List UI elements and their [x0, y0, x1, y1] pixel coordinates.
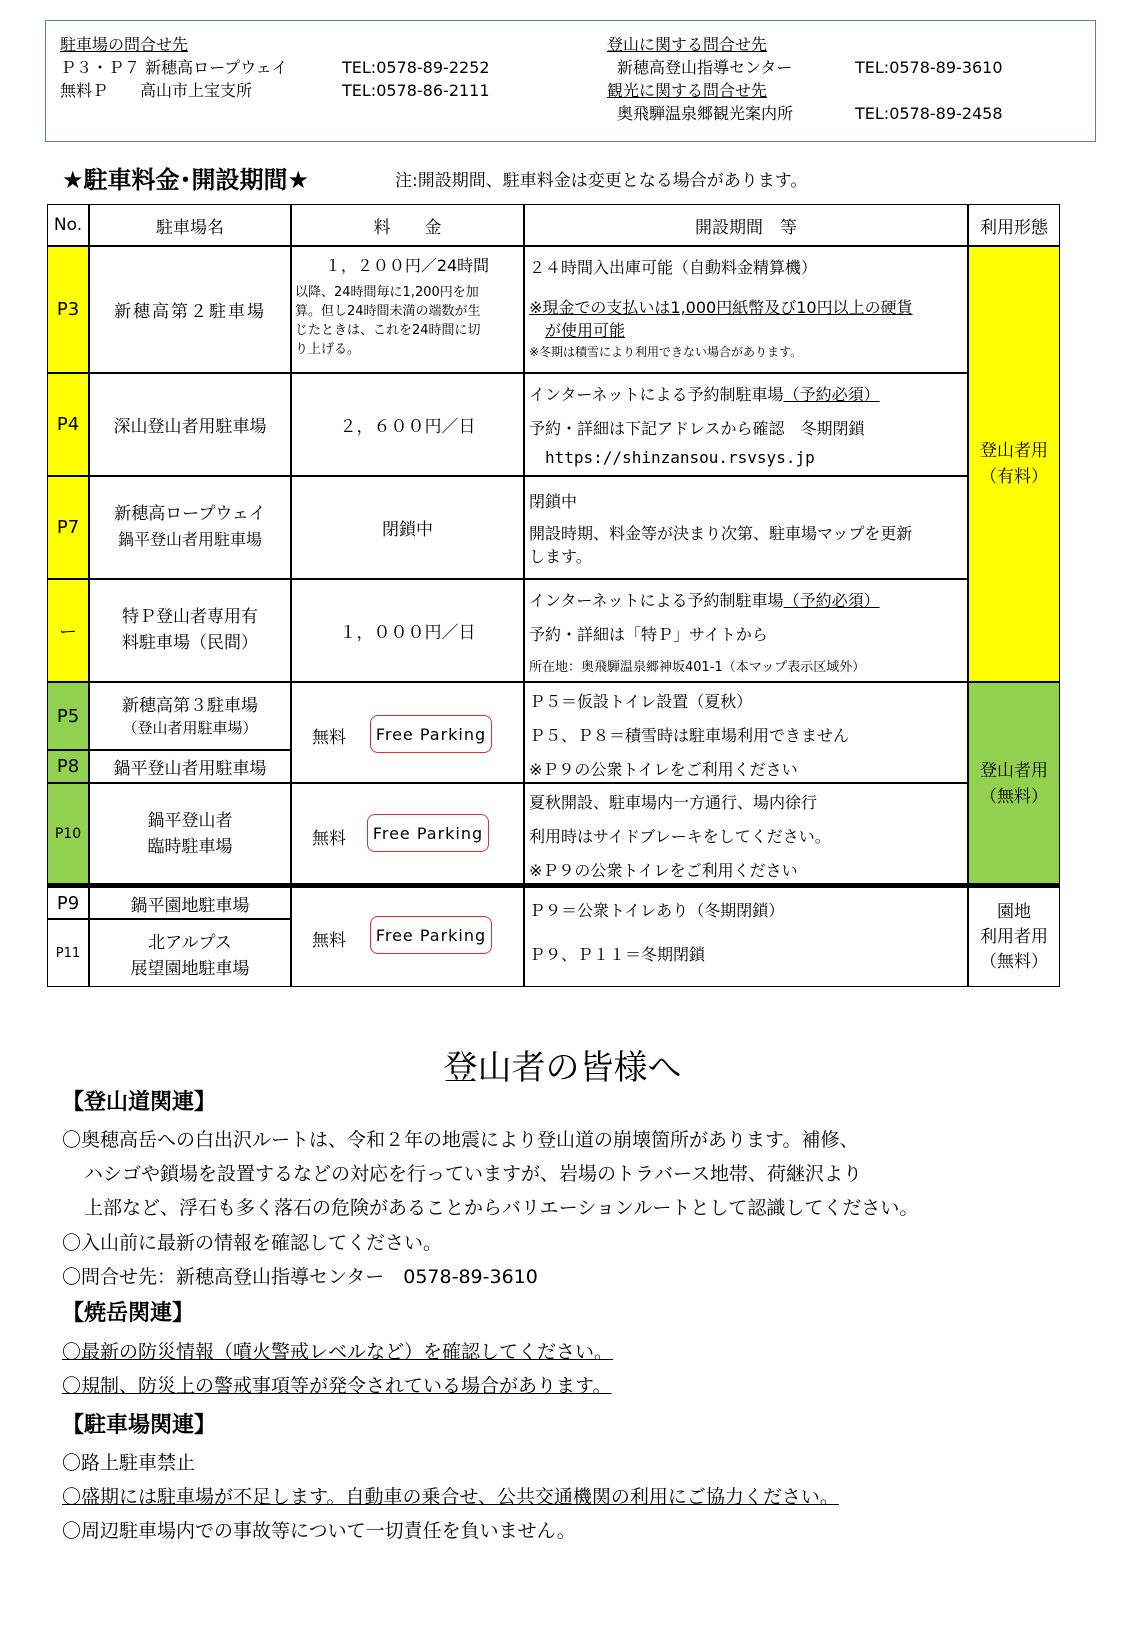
- row-no-p7: P7: [47, 476, 89, 579]
- name-line: 新穂高第３駐車場: [122, 696, 258, 716]
- period-line: Ｐ９＝公衆トイレあり（冬期閉鎖）: [529, 901, 785, 920]
- row-period-p7: [524, 476, 968, 579]
- usage-line: 園地: [997, 901, 1031, 922]
- period-line: 予約・詳細は「特Ｐ」サイトから: [529, 625, 768, 644]
- reservation-required: （予約必須）: [783, 385, 880, 404]
- period-line: 予約・詳細は下記アドレスから確認 冬期閉鎖: [529, 419, 865, 438]
- period-line: [529, 382, 880, 405]
- section-note: 注:開設期間、駐車料金は変更となる場合があります。: [395, 171, 808, 191]
- usage-line: 登山者用: [980, 441, 1048, 461]
- row-name-p4: 深山登山者用駐車場: [89, 373, 291, 476]
- row-fee-tokup: １，０００円／日: [291, 579, 524, 682]
- row-no-p5: P5: [47, 682, 89, 750]
- period-line: が使用可能: [545, 321, 626, 340]
- climb-contact-row: [607, 56, 1003, 79]
- period-line: ※現金での支払いは1,000円紙幣及び10円以上の硬貨: [529, 298, 913, 317]
- name-line: 北アルプス: [148, 933, 232, 953]
- parking-contact-row: [60, 56, 490, 79]
- fee-free: 無料: [312, 829, 346, 849]
- usage-line: （無料）: [980, 951, 1048, 972]
- parking-contact-row: [60, 79, 490, 102]
- trail-heading: 【登山道関連】: [62, 1090, 217, 1115]
- name-line: 臨時駐車場: [147, 837, 233, 857]
- usage-paid: [968, 246, 1060, 682]
- usage-line: 利用者用: [980, 926, 1048, 947]
- trail-line: 〇入山前に最新の情報を確認してください。: [62, 1232, 443, 1254]
- parking-line: 〇路上駐車禁止: [62, 1452, 196, 1474]
- fee-free: 無料: [312, 931, 346, 951]
- row-name-p5: [89, 682, 291, 750]
- row-period-p10: [524, 783, 968, 885]
- row-name-tokup: [89, 579, 291, 682]
- period-text: インターネットによる予約制駐車場: [529, 385, 784, 404]
- row-no-p3: P3: [47, 246, 89, 373]
- parking-contact-heading: 駐車場の問合せ先: [60, 35, 189, 54]
- parking-line: 〇周辺駐車場内での事故等について一切責任を負いません。: [62, 1520, 576, 1542]
- usage-line: 登山者用: [980, 760, 1048, 781]
- row-no-p10: P10: [47, 783, 89, 885]
- name-line: 鍋平登山者: [147, 811, 233, 831]
- period-line: します。: [529, 547, 592, 566]
- row-fee-p3: [291, 246, 524, 373]
- contact-label: 無料Ｐ 高山市上宝支所: [60, 81, 253, 100]
- row-name-p8: 鍋平登山者用駐車場: [89, 750, 291, 783]
- tourism-contact-row: [607, 102, 1003, 125]
- fee-free: 無料: [312, 728, 346, 748]
- row-no-p11: P11: [47, 919, 89, 987]
- header-usage: 利用形態: [968, 204, 1060, 246]
- reservation-url[interactable]: https://shinzansou.rsvsys.jp: [545, 448, 815, 467]
- header-fee: 料 金: [291, 204, 524, 246]
- fee-note-line: 以降、24時間毎に1,200円を加: [295, 285, 479, 300]
- row-name-p10: [89, 783, 291, 885]
- period-line: [529, 588, 880, 611]
- period-text: インターネットによる予約制駐車場: [529, 591, 784, 610]
- row-fee-p4: ２，６００円／日: [291, 373, 524, 476]
- row-no-p8: P8: [47, 750, 89, 783]
- fee-note-line: り上げる。: [295, 342, 361, 357]
- yake-heading: 【焼岳関連】: [62, 1301, 195, 1326]
- yake-line: 〇規制、防災上の警戒事項等が発令されている場合があります。: [62, 1375, 612, 1397]
- trail-line: 〇問合せ先：新穂高登山指導センター 0578-89-3610: [62, 1266, 538, 1288]
- fee-note-line: じたときは、これを24時間に切: [295, 323, 481, 338]
- contact-tel: TEL:0578-89-3610: [855, 58, 1003, 77]
- free-parking-badge: Free Parking: [370, 916, 492, 954]
- name-line: 料駐車場（民間）: [122, 633, 258, 653]
- trail-line: 上部など、浮石も多く落石の危険があることからバリエーションルートとして認識してください。: [84, 1197, 919, 1219]
- row-no-tokup: ー: [47, 579, 89, 682]
- usage-park: [968, 887, 1060, 987]
- yake-line: 〇最新の防災情報（噴火警戒レベルなど）を確認してください。: [62, 1341, 614, 1363]
- period-line: ２４時間入出庫可能（自動料金精算機）: [529, 258, 818, 277]
- free-parking-badge: Free Parking: [370, 715, 492, 753]
- contact-label: 新穂高登山指導センター: [617, 58, 793, 77]
- row-name-p9: 鍋平園地駐車場: [89, 887, 291, 919]
- contact-tel: TEL:0578-86-2111: [342, 81, 490, 100]
- name-line: 特Ｐ登山者専用有: [122, 607, 258, 627]
- climbers-title: 登山者の皆様へ: [443, 1048, 682, 1088]
- row-period-p9p11: [524, 887, 968, 987]
- period-line: Ｐ５＝仮設トイレ設置（夏秋）: [529, 692, 753, 711]
- header-name: 駐車場名: [89, 204, 291, 246]
- row-fee-p9p11: [291, 887, 524, 987]
- reservation-required: （予約必須）: [783, 591, 880, 610]
- fee-main: １，２００円／24時間: [324, 256, 490, 275]
- header-period: 開設期間 等: [524, 204, 968, 246]
- name-line: 鍋平登山者用駐車場: [117, 530, 262, 549]
- contact-label: 奥飛騨温泉郷観光案内所: [617, 104, 794, 123]
- name-line: 新穂高ロープウェイ: [114, 504, 266, 524]
- period-line: 所在地：奥飛騨温泉郷神坂401-1（本マップ表示区域外）: [529, 660, 866, 675]
- row-fee-p5p8: [291, 682, 524, 783]
- period-line: Ｐ５、Ｐ８＝積雪時は駐車場利用できません: [529, 726, 850, 745]
- period-line: ※Ｐ９の公衆トイレをご利用ください: [529, 861, 798, 880]
- fee-note-line: 算。但し24時間未満の端数が生: [295, 304, 481, 319]
- name-line: （登山者用駐車場）: [122, 719, 258, 737]
- period-line: ※冬期は積雪により利用できない場合があります。: [529, 345, 803, 359]
- contact-label: Ｐ３・Ｐ７ 新穂高ロープウェイ: [60, 58, 288, 77]
- period-line: 利用時はサイドブレーキをしてください。: [529, 827, 831, 846]
- period-line: ※Ｐ９の公衆トイレをご利用ください: [529, 760, 798, 779]
- parking-heading: 【駐車場関連】: [62, 1413, 217, 1438]
- row-period-p5p8: [524, 682, 968, 783]
- row-period-p4: [524, 373, 968, 476]
- contact-box: [45, 20, 1096, 142]
- row-period-tokup: [524, 579, 968, 682]
- climb-contact-heading: 登山に関する問合せ先: [607, 35, 768, 54]
- contact-tel: TEL:0578-89-2252: [342, 58, 490, 77]
- row-no-p9: P9: [47, 887, 89, 919]
- usage-line: （有料）: [980, 467, 1048, 487]
- row-fee-p10: [291, 783, 524, 885]
- row-fee-p7: 閉鎖中: [291, 476, 524, 579]
- parking-line: 〇盛期には駐車場が不足します。自動車の乗合せ、公共交通機関の利用にご協力ください。: [62, 1486, 839, 1508]
- tourism-contact-heading: 観光に関する問合せ先: [607, 81, 768, 100]
- trail-line: 〇奥穂高岳への白出沢ルートは、令和２年の地震により登山道の崩壊箇所があります。補修、: [62, 1129, 859, 1151]
- name-line: 展望園地駐車場: [130, 959, 250, 979]
- header-no: No.: [47, 204, 89, 246]
- usage-line: （無料）: [980, 786, 1048, 807]
- period-line: 開設時期、料金等が決まり次第、駐車場マップを更新: [529, 524, 913, 543]
- parking-contacts: [60, 33, 490, 102]
- row-no-p4: P4: [47, 373, 89, 476]
- period-line: 閉鎖中: [529, 492, 578, 511]
- period-line: 夏秋開設、駐車場内一方通行、場内徐行: [529, 793, 818, 812]
- section-title: ★駐車料金･開設期間★: [62, 166, 310, 194]
- parking-table: [47, 204, 1100, 987]
- row-period-p3: [524, 246, 968, 373]
- row-name-p7: [89, 476, 291, 579]
- other-contacts: [607, 33, 1003, 125]
- period-line: Ｐ９、Ｐ１１＝冬期閉鎖: [529, 945, 706, 964]
- contact-tel: TEL:0578-89-2458: [855, 104, 1003, 123]
- row-name-p11: [89, 919, 291, 987]
- usage-free: [968, 682, 1060, 885]
- trail-line: ハシゴや鎖場を設置するなどの対応を行っていますが、岩場のトラバース地帯、荷継沢より: [84, 1163, 863, 1185]
- free-parking-badge: Free Parking: [367, 814, 489, 852]
- row-name-p3: 新穂高第２駐車場: [89, 246, 291, 373]
